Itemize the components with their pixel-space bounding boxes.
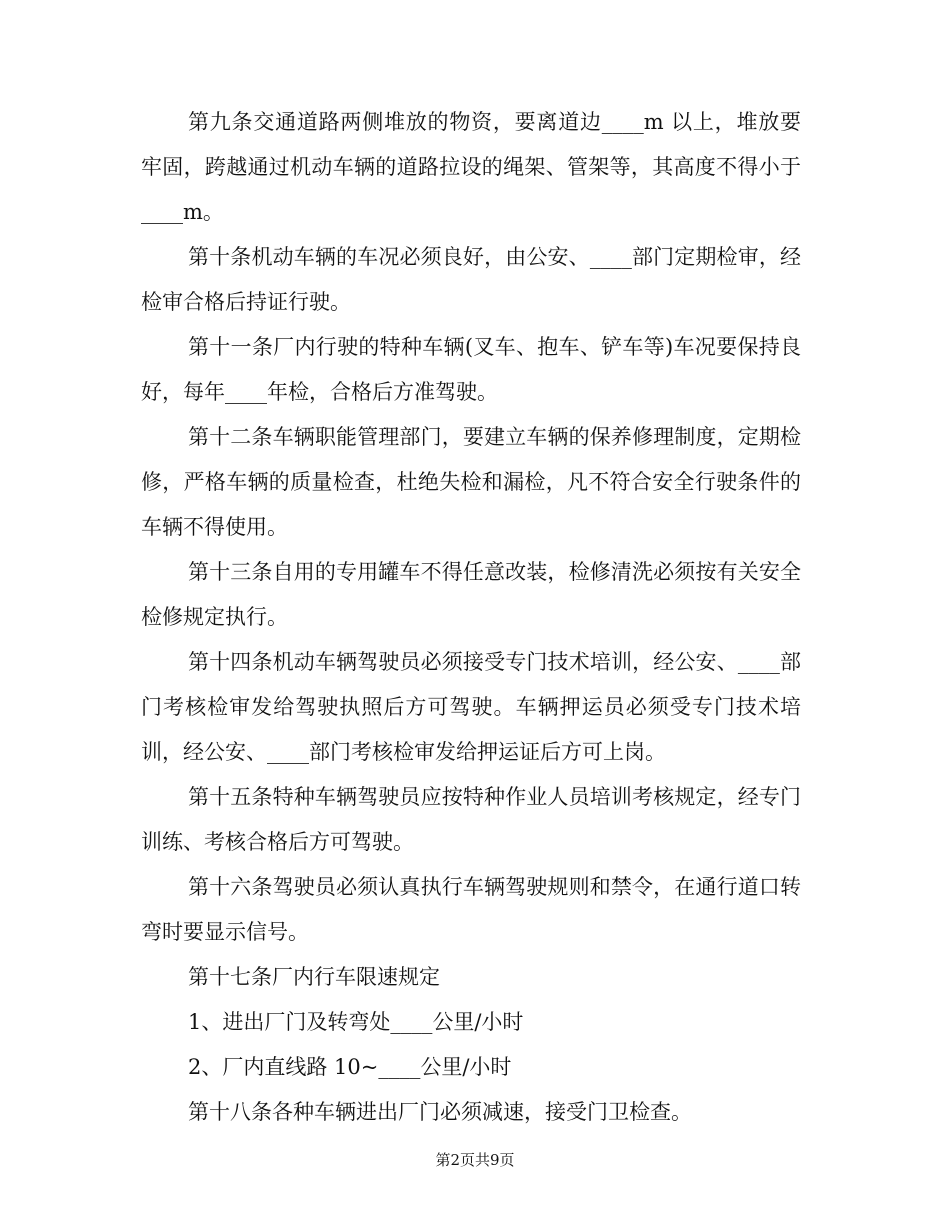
document-body [141, 100, 801, 1135]
article-12-paragraph: 第十二条车辆职能管理部门，要建立车辆的保养修理制度，定期检修，严格车辆的质量检查，杜绝失检和漏检，凡不符合安全行驶条件的车辆不得使用。 [141, 425, 801, 539]
speed-limit-item-2: 2、厂内直线路 10~____公里/小时 [188, 1055, 512, 1079]
article-17-heading: 第十七条厂内行车限速规定 [188, 965, 440, 989]
article-16-paragraph: 第十六条驾驶员必须认真执行车辆驾驶规则和禁令，在通行道口转弯时要显示信号。 [141, 875, 801, 944]
article-14-paragraph: 第十四条机动车辆驾驶员必须接受专门技术培训，经公安、____部门考核检审发给驾驶执照后方可驾驶。车辆押运员必须受专门技术培训，经公安、____部门考核检审发给押运证后方可上岗。 [141, 650, 801, 764]
article-13-paragraph: 第十三条自用的专用罐车不得任意改装，检修清洗必须按有关安全检修规定执行。 [141, 560, 801, 629]
speed-limit-item-1: 1、进出厂门及转弯处____公里/小时 [188, 1010, 524, 1034]
article-15-paragraph: 第十五条特种车辆驾驶员应按特种作业人员培训考核规定，经专门训练、考核合格后方可驾驶。 [141, 785, 801, 854]
article-18-paragraph: 第十八条各种车辆进出厂门必须减速，接受门卫检查。 [188, 1100, 692, 1124]
article-9-paragraph: 第九条交通道路两侧堆放的物资，要离道边____m 以上，堆放要牢固，跨越通过机动车辆的道路拉设的绳架、管架等，其高度不得小于____m。 [141, 110, 801, 224]
page-number: 第2页共9页 [435, 1151, 515, 1169]
article-10-paragraph: 第十条机动车辆的车况必须良好，由公安、____部门定期检审，经检审合格后持证行驶。 [141, 245, 801, 314]
article-11-paragraph: 第十一条厂内行驶的特种车辆(叉车、抱车、铲车等)车况要保持良好，每年____年检，合格后方准驾驶。 [141, 335, 801, 404]
